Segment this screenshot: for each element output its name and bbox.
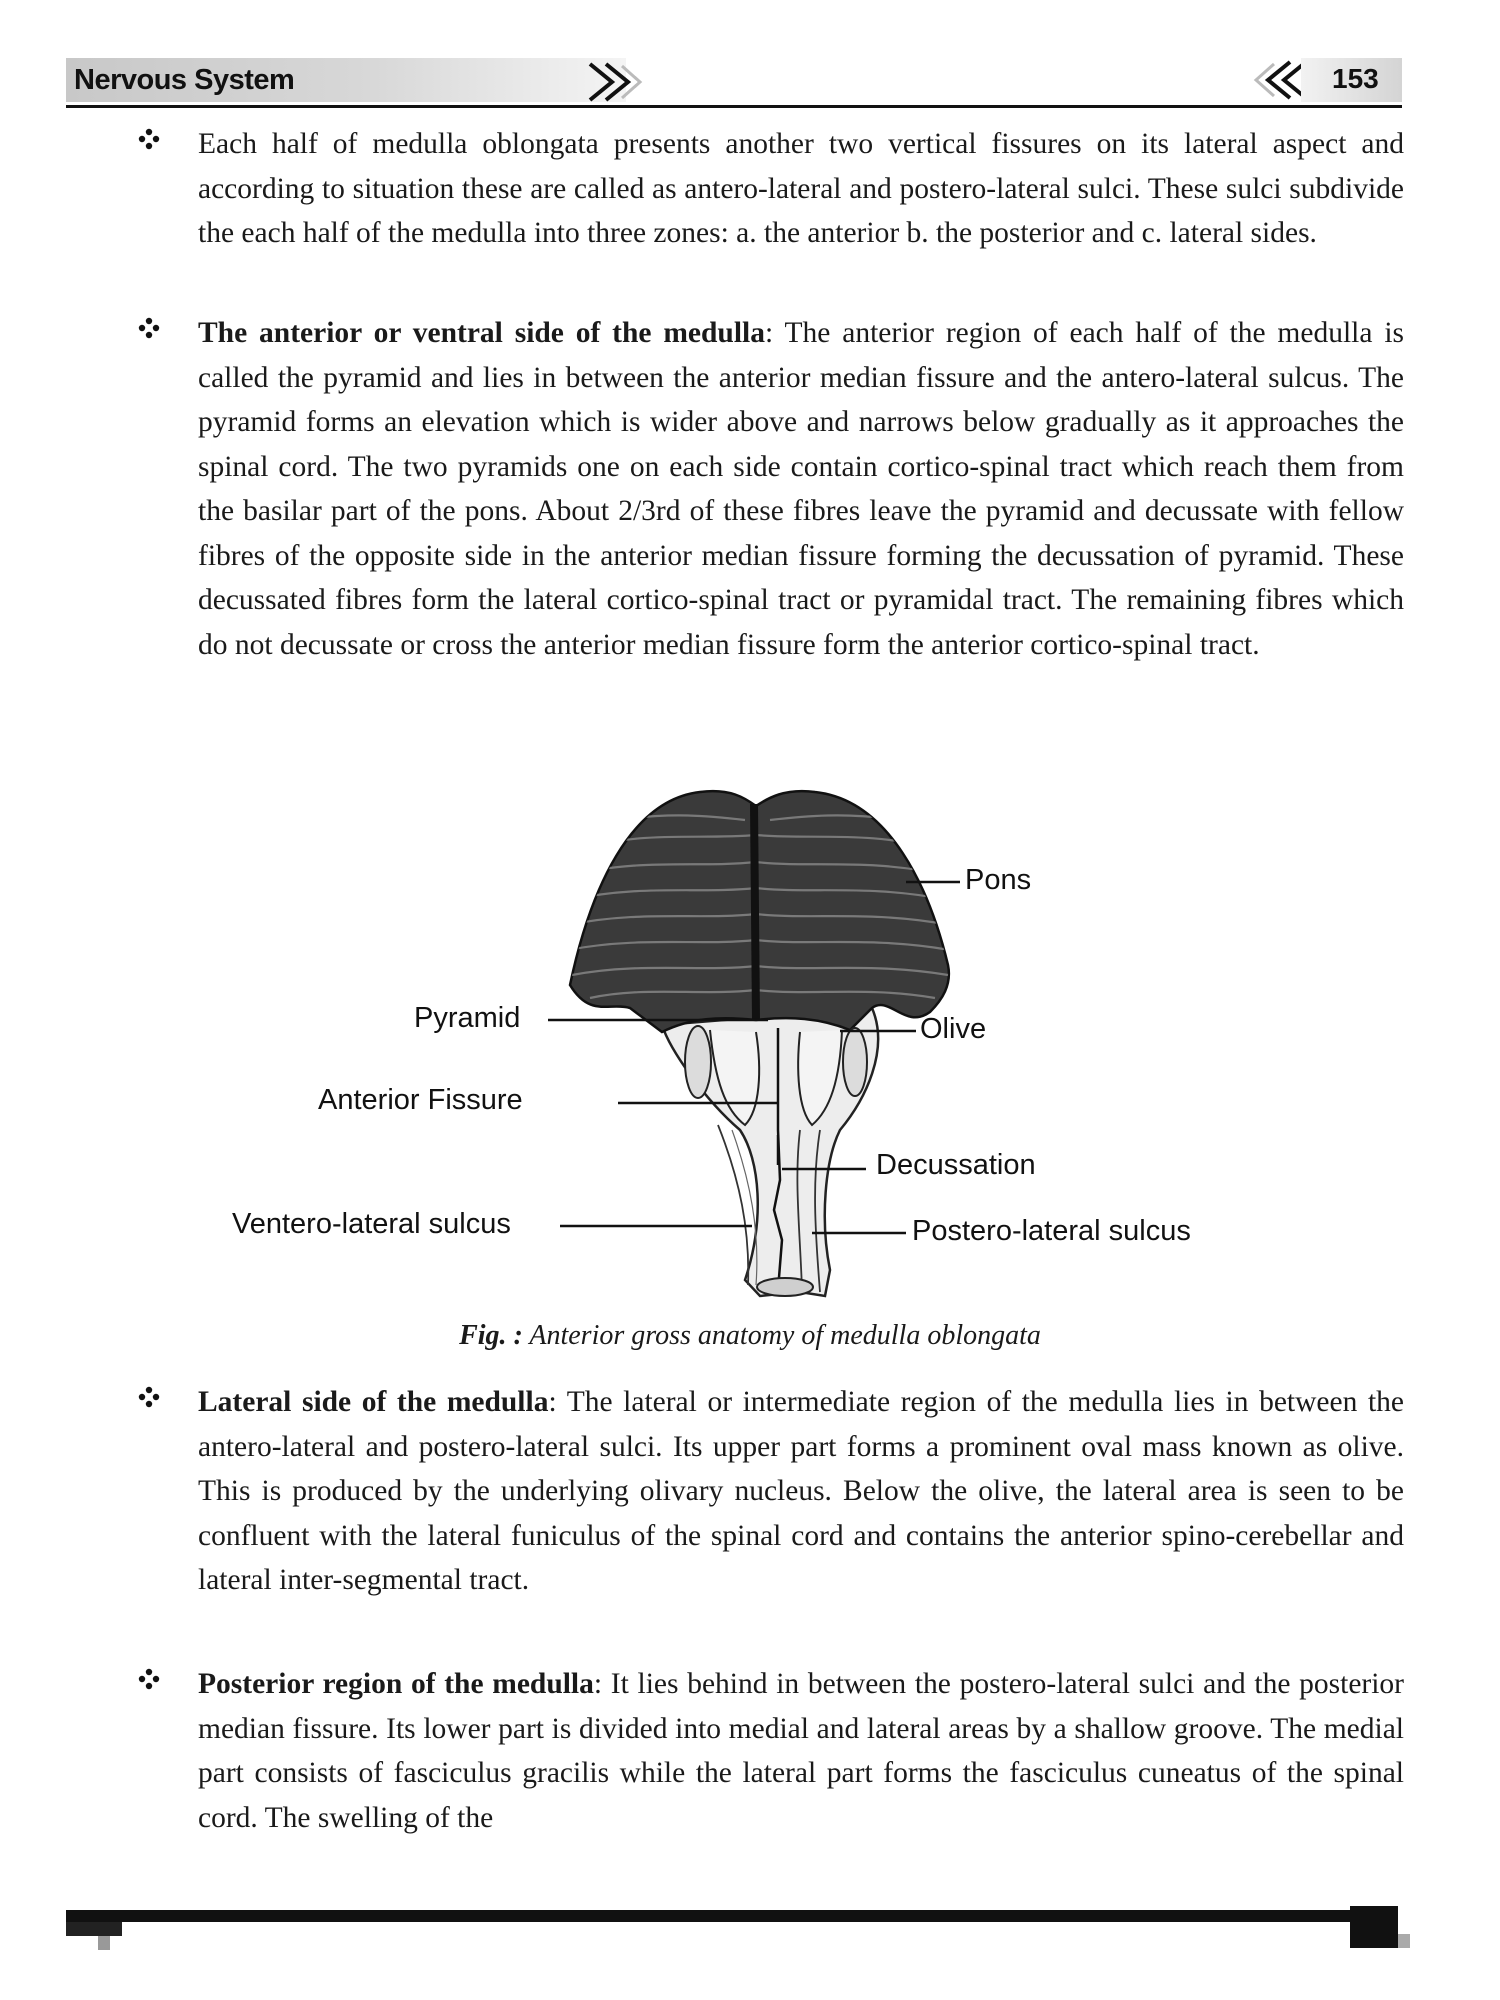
label-decussation: Decussation [876,1149,1036,1181]
footer-block-right-accent [1398,1934,1410,1948]
footer-rule [66,1910,1396,1922]
paragraph-heading: Lateral side of the medulla [198,1386,549,1418]
paragraph-text: Each half of medulla oblongata presents another two vertical fissures on its lateral aspect and according to situation these are called as antero-lateral and postero-lateral sulci. These sulci subdivide the each half of the medulla into three zones: a. the anterior b. the posterior and c. lateral sides. [198,128,1404,249]
label-pons: Pons [965,864,1032,896]
footer-block-right [1350,1906,1398,1948]
paragraph-text: : The lateral or intermediate region of the medulla lies in between the antero-lateral and postero-lateral sulci. Its upper part forms a prominent oval mass known as olive. This is produced by the underlying olivary nucleus. Below the olive, the lateral area is seen to be confluent with the lateral funiculus of the spinal cord and contains the anterior spino-cerebellar and lateral inter-segmental tract. [198,1386,1404,1596]
label-olive: Olive [920,1013,987,1045]
footer-block-left-accent [98,1936,110,1950]
header-rule [66,105,1402,108]
paragraph-anterior-side [198,311,1404,667]
footer-block-left [66,1922,122,1936]
diamond-bullet-icon [134,124,164,154]
label-ventero-lateral-sulcus: Ventero-lateral sulcus [232,1208,511,1240]
medulla-figure [200,780,1300,1300]
label-anterior-fissure: Anterior Fissure [318,1084,523,1116]
paragraph-text: : The anterior region of each half of the medulla is called the pyramid and lies in between the anterior median fissure and the antero-lateral sulcus. The pyramid forms an elevation which is wider above and narrows below gradually as it approaches the spinal cord. The two pyramids one on each side contain cortico-spinal tract which reach them from the basilar part of the pons. About 2/3rd of these fibres leave the pyramid and decussate with fellow fibres of the opposite side in the anterior median fissure forming the decussation of pyramid. These decussated fibres form the lateral cortico-spinal tract or pyramidal tract. The remaining fibres which do not decussate or cross the anterior median fissure form the anterior cortico-spinal tract. [198,317,1404,661]
paragraph-sulci [198,122,1404,256]
caption-text: Anterior gross anatomy of medulla oblongata [529,1320,1041,1351]
running-header [66,58,1402,110]
label-postero-lateral-sulcus: Postero-lateral sulcus [912,1215,1191,1247]
paragraph-heading: The anterior or ventral side of the medulla [198,317,765,349]
label-pyramid: Pyramid [414,1002,521,1034]
paragraph-posterior-region [198,1662,1404,1840]
paragraph-heading: Posterior region of the medulla [198,1668,594,1700]
paragraph-lateral-side [198,1380,1404,1603]
diamond-bullet-icon [134,1382,164,1412]
page-number: 153 [1332,63,1379,94]
figure-caption [0,1320,1500,1352]
diamond-bullet-icon [134,313,164,343]
caption-prefix: Fig. : [459,1320,523,1351]
paragraph-text: : It lies behind in between the postero-lateral sulci and the posterior median fissure. Its lower part is divided into medial and lateral areas by a shallow groove. The medial part consists of fasciculus gracilis while the lateral part forms the fasciculus cuneatus of the spinal cord. The swelling of the [198,1668,1405,1834]
section-title: Nervous System [74,64,295,96]
double-chevron-right-icon [584,60,654,104]
diamond-bullet-icon [134,1664,164,1694]
